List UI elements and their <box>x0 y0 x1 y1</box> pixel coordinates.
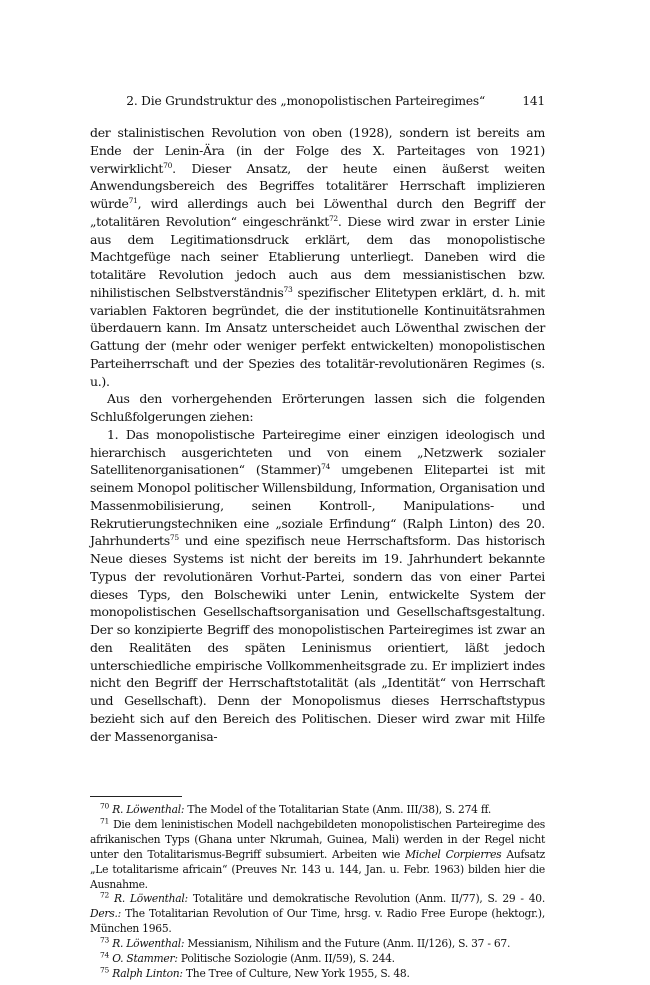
paragraph-2: Aus den vorhergehenden Erörterungen lassen sich die folgenden Schlußfolgerungen ziehen: <box>90 391 545 424</box>
footnotes <box>90 803 545 982</box>
footnote-71: $^{71}$ Die dem leninistischen Modell nachgebildeten monopolistischen Parteiregime des afrikanischen Typs (Ghana unter Nkrumah, Guinea, Mali) werden in der Regel nicht unter den Totalitarismus-Begriff subsumiert. Arbeiten wie Michel Corpierres Aufsatz „Le totalitarisme africain“ (Preuves Nr. 143 u. 144, Jan. u. Febr. 1963) bilden hier die Ausnahme. <box>90 816 545 891</box>
footnote-ref-75: 75 <box>169 533 179 543</box>
footnote-ref-71: 71 <box>128 195 138 205</box>
footnote-75: $^{75}$ Ralph Linton: The Tree of Culture, New York 1955, S. 48. <box>100 965 410 980</box>
footnote-ref-74: 74 <box>321 462 331 472</box>
paragraph-1: der stalinistischen Revolution von oben (1928), sondern ist bereits am Ende der Lenin-Ära (in der Folge des X. Parteitages von 1921) verwirklicht$^{70}$. Dieser Ansatz, der heute einen äußerst weiten Anwendungsbereich des Begriffes totalitärer Herrschaft implizieren würde$^{71}$, wird allerdings auch bei Löwenthal durch den Begriff der „totalitären Revolution“ eingeschränkt$^{72}$. Diese wird zwar in erster Linie aus dem Legitimationsdruck erklärt, dem das monopolistische Machtgefüge nach seiner Etablierung unterliegt. Daneben wird die totalitäre Revolution jedoch auch aus dem messianistischen bzw. nihilistischen Selbstverständnis$^{73}$ spezifischer Elitetypen erklärt, d. h. mit variablen Faktoren begründet, die der institutionelle Kontinuitätsrahmen überdauern kann. Im Ansatz unterscheidet auch Löwenthal zwischen der Gattung der (mehr oder weniger perfekt entwickelten) monopolistischen Parteiherrschaft und der Spezies des totalitär-revolutionären Regimes (s. u.). <box>90 125 545 389</box>
footnote-70: $^{70}$ R. Löwenthal: The Model of the Totalitarian State (Anm. III/38), S. 274 ff. <box>100 801 492 816</box>
footnote-ref-73: 73 <box>283 284 293 294</box>
footnote-separator <box>90 796 182 797</box>
footnote-ref-70: 70 <box>163 160 173 170</box>
footnote-73: $^{73}$ R. Löwenthal: Messianism, Nihilism and the Future (Anm. II/126), S. 37 - 67. <box>100 935 511 951</box>
footnote-ref-72: 72 <box>328 213 338 223</box>
page-number: 141 <box>522 94 545 108</box>
body-text <box>90 124 545 745</box>
paragraph-3: 1. Das monopolistische Parteiregime einer einzigen ideologisch und hierarchisch ausgerichteten und von einem „Netzwerk sozialer Satellitenorganisationen“ (Stammer)$^{74}$ umgebenen Elitepartei ist mit seinem Monopol politischer Willensbildung, Information, Organisation und Massenmobilisierung, seinen Kontroll-, Manipulations- und Rekrutierungstechniken eine „soziale Erfindung“ (Ralph Linton) des 20. Jahrhunderts$^{75}$ und eine spezifisch neue Herrschaftsform. Das historisch Neue dieses Systems ist nicht der bereits im 19. Jahrhundert bekannte Typus der revolutionären Vorhut-Partei, sondern das von einer Partei dieses Typs, den Bolschewiki unter Lenin, entwickelte System der monopolistischen Gesellschaftsorganisation und Gesellschaftsgestaltung. Der so konzipierte Begriff des monopolistischen Parteiregimes ist zwar an den Realitäten des späten Leninismus orientiert, läßt jedoch unterschiedliche empirische Vollkommenheitsgrade zu. Er impliziert indes nicht den Begriff der Herrschaftstotalität (als „Identität“ von Herrschaft und Gesellschaft). Denn der Monopolismus dieses Herrschaftstypus bezieht sich auf den Bereich des Politischen. Dieser wird zwar mit Hilfe der Massenorganisa- <box>90 426 545 744</box>
footnote-72: $^{72}$ R. Löwenthal: Totalitäre und demokratische Revolution (Anm. II/77), S. 29 - 40. Ders.: The Totalitarian Revolution of Our Time, hrsg. v. Radio Free Europe (hektogr.), München 1965. <box>90 890 545 936</box>
page-header <box>90 93 545 109</box>
running-head: 2. Die Grundstruktur des „monopolistischen Parteiregimes“ <box>126 94 485 108</box>
footnote-74: $^{74}$ O. Stammer: Politische Soziologie (Anm. II/59), S. 244. <box>100 950 395 966</box>
